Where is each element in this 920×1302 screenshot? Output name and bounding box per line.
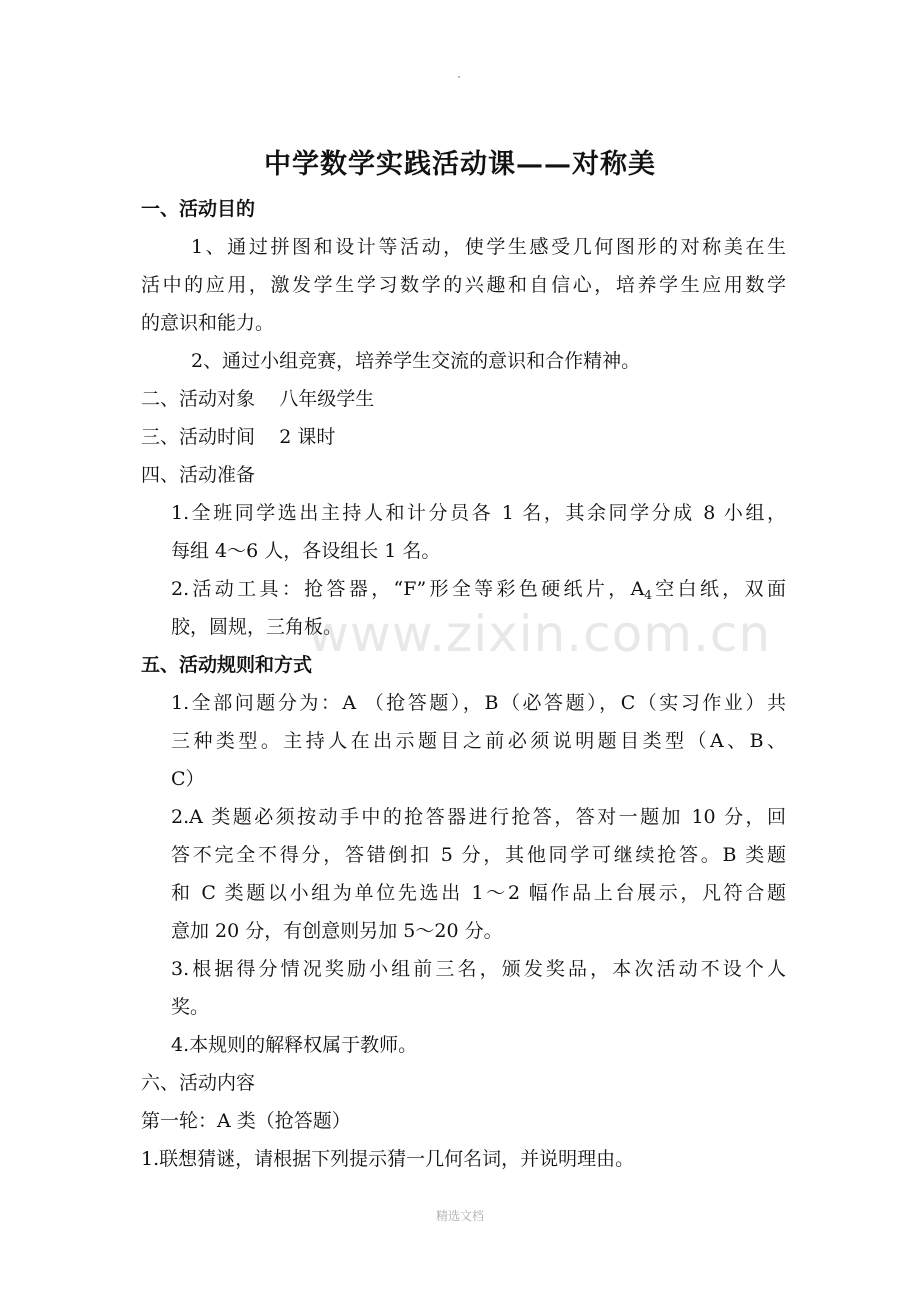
time-label: 三、活动时间 [141,426,256,448]
prep-2-text-pre: 2.活动工具：抢答器，“F”形全等彩色硬纸片，A [171,578,645,600]
section-heading-goal: 一、活动目的 [141,198,256,220]
section-heading-rules: 五、活动规则和方式 [141,654,313,676]
target-value: 八年级学生 [279,388,375,410]
prep-2-line-2: 胶，圆规，三角板。 [171,616,343,638]
rule-4: 4.本规则的解释权属于教师。 [171,1034,418,1056]
section-target [141,380,786,418]
rule-2-line-1: 2.A 类题必须按动手中的抢答器进行抢答，答对一题加 10 分，回 [171,806,786,828]
document-title: 中学数学实践活动课——对称美 [264,149,656,180]
section-time [141,418,786,456]
prep-2-line-1 [141,570,786,608]
rule-1-line-1: 1.全部问题分为：A （抢答题），B（必答题），C（实习作业）共 [171,692,786,714]
section-heading-content: 六、活动内容 [141,1072,256,1094]
round-1-heading: 第一轮：A 类（抢答题） [141,1110,351,1132]
rule-1-line-2: 三种类型。主持人在出示题目之前必须说明题目类型（A、B、 [171,730,786,752]
rule-3-line-1: 3.根据得分情况奖励小组前三名，颁发奖品，本次活动不设个人 [171,958,786,980]
target-label: 二、活动对象 [141,388,256,410]
prep-2-subscript: 4 [644,588,652,602]
time-value: 2 课时 [279,426,336,448]
goal-1-line-1: 1、通过拼图和设计等活动，使学生感受几何图形的对称美在生 [191,236,786,258]
rule-2-line-2: 答不完全不得分，答错倒扣 5 分，其他同学可继续抢答。B 类题 [171,844,786,866]
goal-1-line-3: 的意识和能力。 [141,312,275,334]
page-footer: 精选文档 [435,1209,484,1223]
rule-3-line-2: 奖。 [171,996,210,1018]
rule-2-line-3: 和 C 类题以小组为单位先选出 1～2 幅作品上台展示，凡符合题 [171,882,786,904]
goal-1-line-2: 活中的应用，激发学生学习数学的兴趣和自信心，培养学生应用数学 [141,274,786,296]
document-body [141,190,786,1178]
goal-2: 2、通过小组竞赛，培养学生交流的意识和合作精神。 [191,350,641,372]
rule-1-line-3: C） [171,768,205,790]
prep-2-text-post: 空白纸，双面 [651,578,786,600]
prep-1-line-2: 每组 4～6 人，各设组长 1 名。 [171,540,441,562]
section-heading-prep: 四、活动准备 [141,464,256,486]
prep-1-line-1: 1.全班同学选出主持人和计分员各 1 名，其余同学分成 8 小组， [171,502,786,524]
rule-2-line-4: 意加 20 分，有创意则另加 5～20 分。 [171,920,503,942]
question-1: 1.联想猜谜，请根据下列提示猜一几何名词，并说明理由。 [141,1148,635,1170]
watermark: www.zixin.com.cn [308,605,772,663]
top-dot [458,76,460,78]
